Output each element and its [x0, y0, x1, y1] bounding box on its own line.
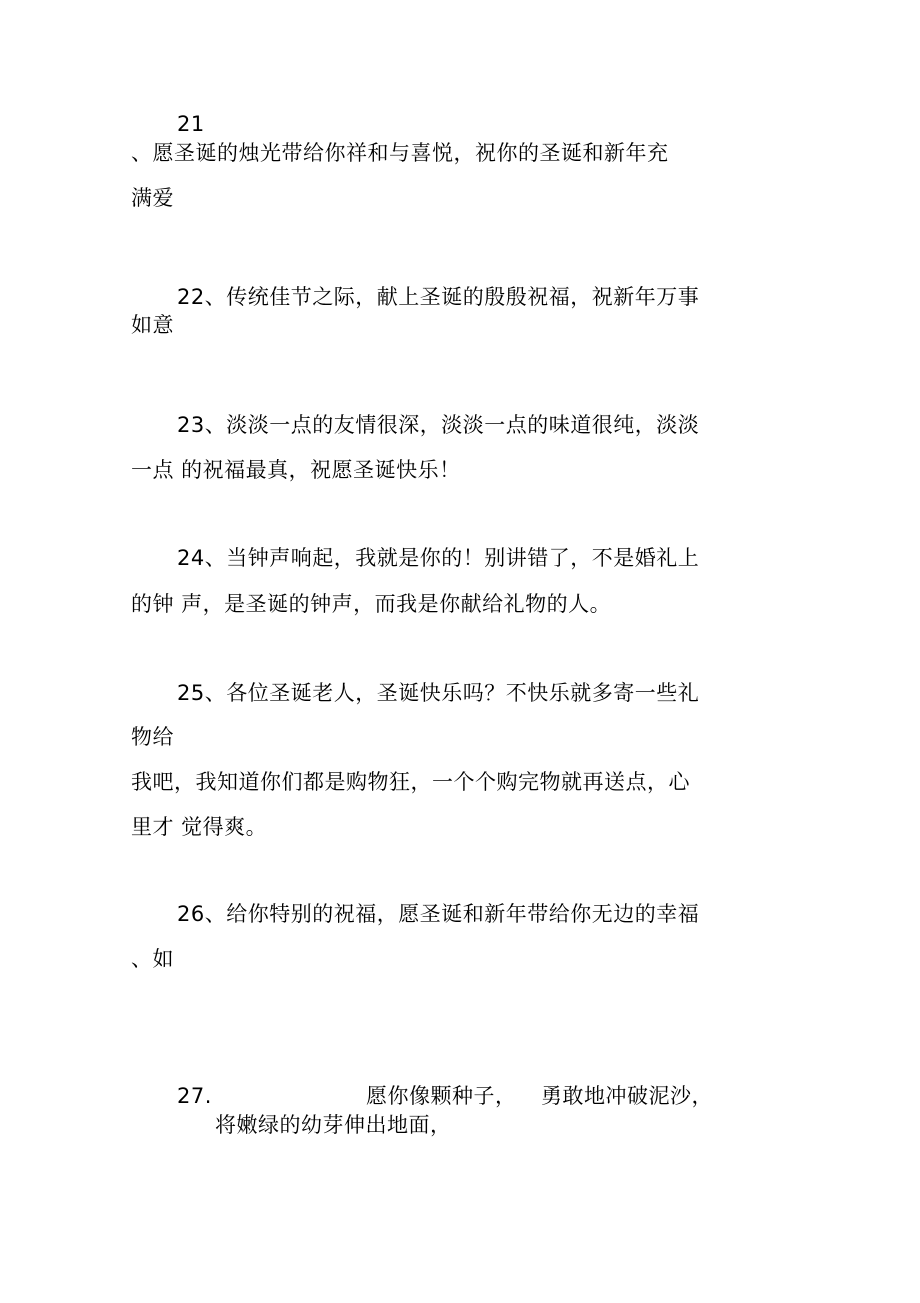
item-23-line-2: 一点 的祝福最真，祝愿圣诞快乐！ — [131, 458, 461, 482]
item-21-line-2: 满爱 — [131, 186, 174, 210]
item-27-line-2: 将嫩绿的幼芽伸出地面， — [215, 1113, 452, 1137]
item-22-line-1: 22、传统佳节之际，献上圣诞的殷殷祝福，祝新年万事 — [177, 285, 700, 309]
item-26-line-2: 、如 — [131, 947, 174, 971]
item-27-part-a: 愿你像颗种子， — [366, 1084, 517, 1108]
item-25-line-3: 我吧，我知道你们都是购物狂，一个个购完物就再送点，心 — [131, 770, 690, 794]
item-27-number: 27. — [177, 1084, 212, 1108]
item-25-line-4: 里才 觉得爽。 — [131, 815, 268, 839]
item-22-line-2: 如意 — [131, 313, 174, 337]
item-24-line-1: 24、当钟声响起，我就是你的！别讲错了，不是婚礼上 — [177, 546, 700, 570]
item-24-line-2: 的钟 声，是圣诞的钟声，而我是你献给礼物的人。 — [131, 592, 612, 616]
item-21-number: 21 — [177, 112, 205, 136]
item-26-line-1: 26、给你特别的祝福，愿圣诞和新年带给你无边的幸福 — [177, 902, 700, 926]
item-23-line-1: 23、淡淡一点的友情很深，淡淡一点的味道很纯，淡淡 — [177, 413, 700, 437]
item-25-line-2: 物给 — [131, 725, 174, 749]
item-21-line-1: 、愿圣诞的烛光带给你祥和与喜悦，祝你的圣诞和新年充 — [131, 141, 669, 165]
item-27-part-b: 勇敢地冲破泥沙， — [541, 1084, 713, 1108]
item-25-line-1: 25、各位圣诞老人，圣诞快乐吗？不快乐就多寄一些礼 — [177, 681, 700, 705]
